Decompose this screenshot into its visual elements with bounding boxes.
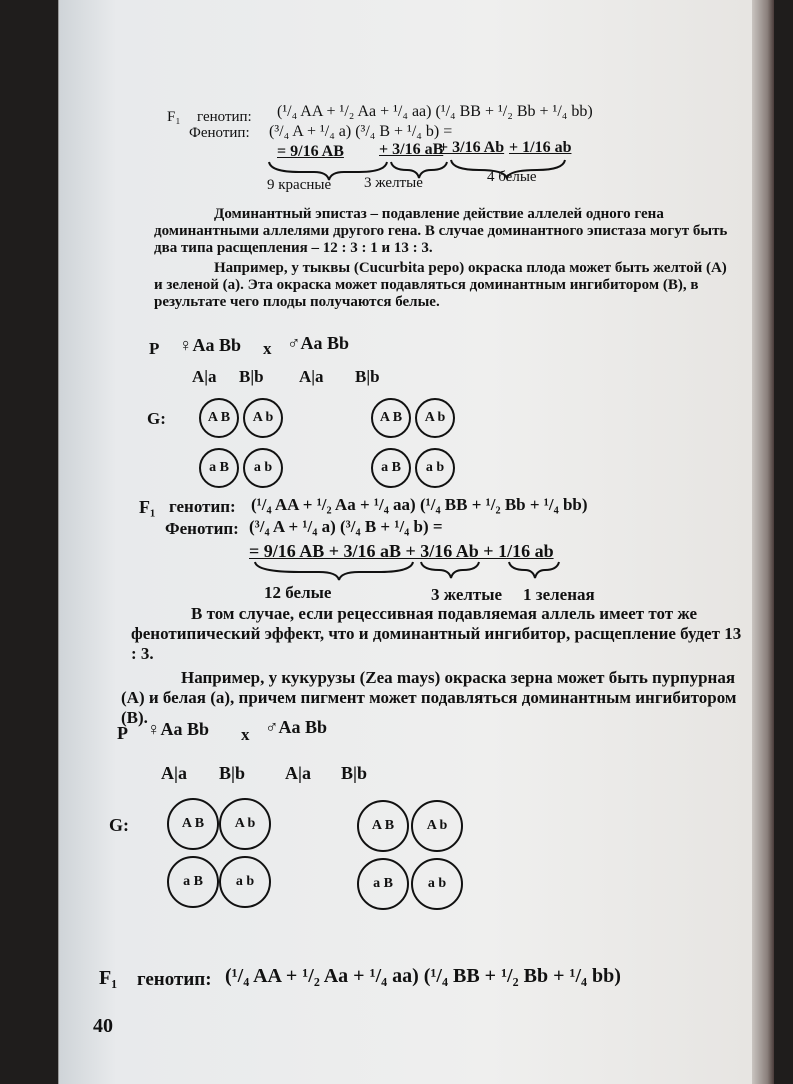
- gamete-circle: A b: [219, 798, 271, 850]
- cross2-x: x: [241, 725, 250, 744]
- gamete-circle: A b: [415, 398, 455, 438]
- phenotype-label: Фенотип:: [189, 125, 250, 141]
- paragraph-epistasis-definition: Доминантный эпистаз – подавление действие аллелей одного гена доминантными аллелями другого гена. В случае доминантного эпистаза могут быть два типа расщепления – 12 : 3 : 1 и 13 : 3.: [154, 206, 728, 256]
- genotype-formula: (¹/₄ AA + ¹/₂ Aa + ¹/₄ aa) (¹/₄ BB + ¹/₂ Bb + ¹/₄ bb): [251, 495, 588, 514]
- gamete-circle: a b: [243, 448, 283, 488]
- gamete-circle: A B: [199, 398, 239, 438]
- genotype-label: генотип:: [197, 109, 252, 125]
- cross1-female: ♀Aa Bb: [179, 335, 242, 355]
- cross2-chromosome-1: A|a: [161, 763, 187, 783]
- cross2-p-label: P: [117, 723, 128, 743]
- f1-label: F₁: [99, 967, 118, 989]
- class-label-3: 1 зеленая: [523, 585, 595, 604]
- ratio-line: = 9/16 AB + 3/16 aB + 3/16 Ab + 1/16 ab: [249, 541, 554, 561]
- phenotype-label: Фенотип:: [165, 519, 239, 538]
- gamete-circle: a B: [371, 448, 411, 488]
- gamete-circle: A B: [371, 398, 411, 438]
- cross1-g-label: G:: [147, 409, 166, 428]
- cross1-chromosome-1: A|a: [192, 367, 217, 386]
- cross1-chromosome-2: B|b: [239, 367, 264, 386]
- class-label-2: 3 желтые: [364, 175, 423, 191]
- cross1-p-label: P: [149, 339, 160, 358]
- ratio-term-4: + 1/16 ab: [509, 139, 572, 156]
- paragraph-pumpkin-example: Например, у тыквы (Cucurbita pepo) окраска плода может быть желтой (А) и зеленой (а). Эта окраска может подавляться доминантным ингибитором (В), в результате чего плоды получаются белые.: [154, 260, 727, 310]
- class-label-2: 3 желтые: [431, 585, 503, 604]
- cross1-male: ♂Aa Bb: [287, 333, 350, 353]
- genotype-label: генотип:: [169, 497, 236, 516]
- cross2-g-label: G:: [109, 815, 129, 835]
- class-label-1: 9 красные: [267, 177, 332, 193]
- f1-label: F₁: [139, 497, 156, 517]
- class-label-1: 12 белые: [264, 583, 332, 602]
- phenotype-formula: (³/₄ A + ¹/₄ a) (³/₄ B + ¹/₄ b) =: [249, 517, 443, 536]
- page-number: 40: [93, 1015, 113, 1037]
- ratio-term-1: = 9/16 AB: [277, 143, 344, 160]
- class-label-3: 4 белые: [487, 169, 537, 185]
- gamete-circle: A b: [411, 800, 463, 852]
- f1-label: F₁: [167, 109, 181, 125]
- gamete-circle: A B: [357, 800, 409, 852]
- gamete-circle: a b: [415, 448, 455, 488]
- gamete-circle: a B: [199, 448, 239, 488]
- brace-group-2: [59, 558, 774, 598]
- phenotype-formula: (³/₄ A + ¹/₄ a) (³/₄ B + ¹/₄ b) =: [269, 123, 453, 140]
- gamete-circle: A B: [167, 798, 219, 850]
- genotype-formula: (¹/₄ AA + ¹/₂ Aa + ¹/₄ aa) (¹/₄ BB + ¹/₂ Bb + ¹/₄ bb): [225, 965, 621, 987]
- ratio-term-3: + 3/16 Ab: [439, 139, 505, 156]
- gamete-circle: a b: [219, 856, 271, 908]
- cross2-chromosome-2: B|b: [219, 763, 245, 783]
- cross2-chromosome-4: B|b: [341, 763, 367, 783]
- cross1-chromosome-4: B|b: [355, 367, 380, 386]
- cross2-male: ♂Aa Bb: [265, 717, 328, 737]
- cross2-female: ♀Aa Bb: [147, 719, 210, 739]
- cross1-chromosome-3: A|a: [299, 367, 324, 386]
- gamete-circle: a B: [357, 858, 409, 910]
- genotype-label: генотип:: [137, 969, 212, 990]
- cross1-x: x: [263, 339, 272, 358]
- cross2-chromosome-3: A|a: [285, 763, 311, 783]
- genotype-formula: (¹/₄ AA + ¹/₂ Aa + ¹/₄ aa) (¹/₄ BB + ¹/₂ Bb + ¹/₄ bb): [277, 103, 593, 120]
- book-page: [58, 0, 774, 1084]
- paragraph-maize-example: Например, у кукурузы (Zea mays) окраска зерна может быть пурпурная (А) и белая (а), причем пигмент может подавляться доминантным ингибитором (В).: [121, 668, 737, 727]
- ratio-term-2: + 3/16 aB: [379, 141, 444, 158]
- gamete-circle: a b: [411, 858, 463, 910]
- gamete-circle: a B: [167, 856, 219, 908]
- paragraph-13-3: В том случае, если рецессивная подавляемая аллель имеет тот же фенотипический эффект, что и доминантный ингибитор, расщепление будет 13 : 3.: [131, 604, 742, 663]
- gamete-circle: A b: [243, 398, 283, 438]
